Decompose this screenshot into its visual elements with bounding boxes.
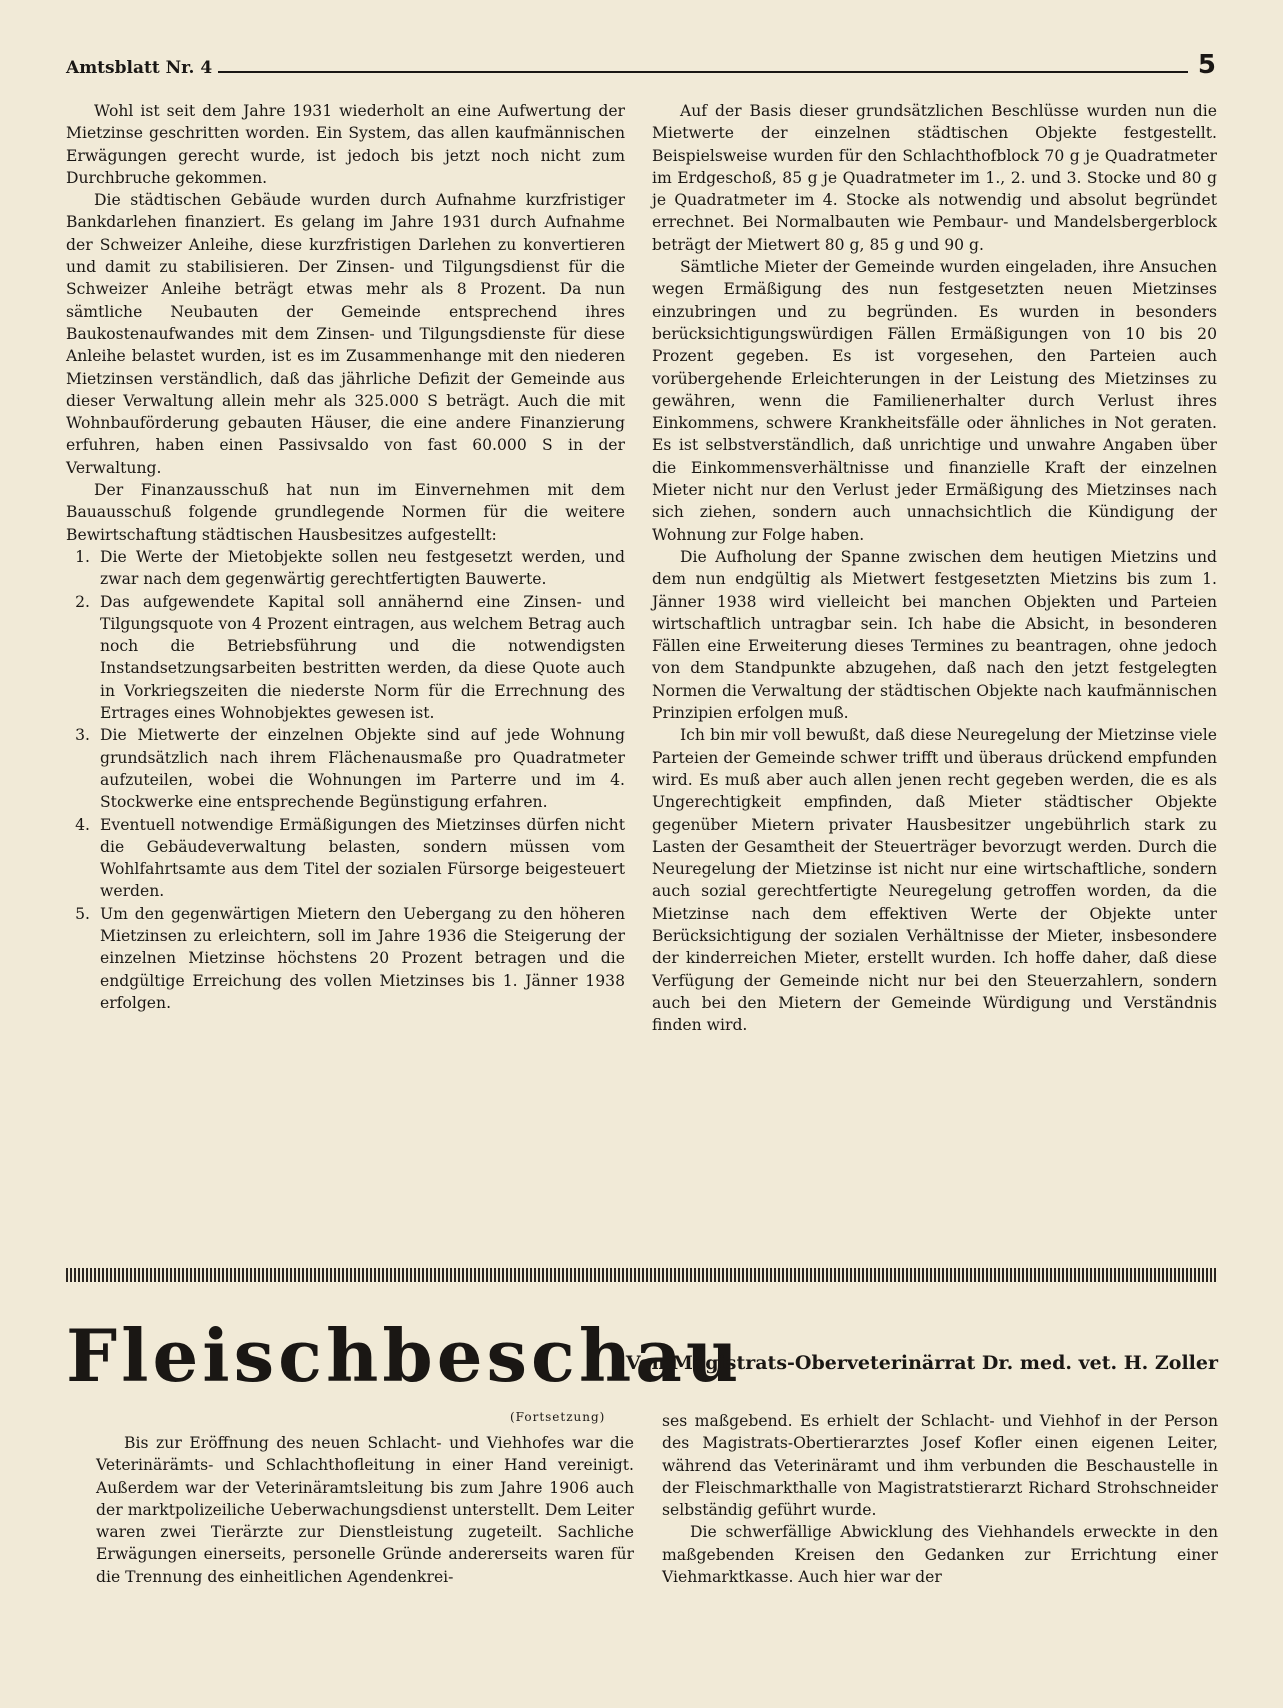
list-number: 5. bbox=[75, 904, 90, 923]
list-item bbox=[66, 814, 625, 903]
list-item bbox=[66, 903, 625, 1014]
paragraph: Auf der Basis dieser grundsätzlichen Beschlüsse wurden nun die Mietwerte der einzelnen städtischen Objekte festgestellt. Beispielsweise wurden für den Schlachthofblock 70 g je Quadratmeter im Erdgeschoß, 85 g je Quadratmeter im 1., 2. und 3. Stocke und 80 g je Quadratmeter im 4. Stocke als notwendig und absolut begründet errechnet. Bei Normalbauten wie Pembaur- und Mandelsbergerblock beträgt der Mietwert 80 g, 85 g und 90 g. bbox=[652, 102, 1217, 254]
article-title: Fleischbeschau bbox=[66, 1313, 743, 1398]
list-number: 1. bbox=[75, 547, 90, 566]
header-rule bbox=[218, 71, 1188, 73]
article-byline: Von Magistrats-Oberveterinärrat Dr. med. vet. H. Zoller bbox=[625, 1352, 1218, 1374]
list-number: 2. bbox=[75, 592, 90, 611]
continuation-note: (Fortsetzung) bbox=[510, 1410, 606, 1424]
paragraph: Sämtliche Mieter der Gemeinde wurden eingeladen, ihre Ansuchen wegen Ermäßigung des nun festgesetzten neuen Mietzinses einzubringen und zu begründen. Es wurden in besonders berücksichtigungswürdigen Fällen Ermäßigungen von 10 bis 20 Prozent gegeben. Es ist vorgesehen, den Parteien auch vorübergehende Erleichterungen in der Leistung des Mietzinses zu gewähren, wenn die Familienerhalter durch Verlust ihres Einkommens, schwere Krankheitsfälle oder ähnliches in Not geraten. Es ist selbstverständlich, daß unrichtige und unwahre Angaben über die Einkommensverhältnisse und finanzielle Kraft der einzelnen Mieter nicht nur den Verlust jeder Ermäßigung des Mietzinses nach sich ziehen, sondern auch unnachsichtlich die Kündigung der Wohnung zur Folge haben. bbox=[652, 258, 1217, 544]
paragraph: Die schwerfällige Abwicklung des Viehhandels erweckte in den maßgebenden Kreisen den Gedanken zur Errichtung einer Viehmarktkasse. Auch hier war der bbox=[662, 1523, 1218, 1587]
list-number: 3. bbox=[75, 726, 90, 745]
paragraph: Der Finanzausschuß hat nun im Einvernehmen mit dem Bauausschuß folgende grundlegende Normen für die weitere Bewirtschaftung städtischen Hausbesitzes aufgestellt: bbox=[66, 481, 625, 544]
top-right-column bbox=[652, 100, 1217, 1036]
norms-list bbox=[66, 546, 625, 1014]
top-left-column bbox=[66, 100, 625, 1014]
list-text: Eventuell notwendige Ermäßigungen des Mietzinses dürfen nicht die Gebäudeverwaltung belasten, sondern müssen vom Wohlfahrtsamte aus dem Titel der sozialen Fürsorge beigesteuert werden. bbox=[100, 815, 625, 901]
paragraph: Ich bin mir voll bewußt, daß diese Neuregelung der Mietzinse viele Parteien der Gemeinde schwer trifft und überaus drückend empfunden wird. Es muß aber auch allen jenen recht gegeben werden, die es als Ungerechtigkeit empfinden, daß Mieter städtischer Objekte gegenüber Mietern privater Hausbesitzer ungebührlich stark zu Lasten der Gesamtheit der Steuerträger bevorzugt werden. Durch die Neuregelung der Mietzinse ist nicht nur eine wirtschaftliche, sondern auch sozial gerechtfertigte Neuregelung getroffen worden, da die Mietzinse nach dem effektiven Werte der Objekte unter Berücksichtigung der sozialen Verhältnisse der Mieter, insbesondere der kinderreichen Mieter, erstellt wurden. Ich hoffe daher, daß diese Verfügung der Gemeinde nicht nur bei den Steuerzahlern, sondern auch bei den Mietern der Gemeinde Würdigung und Verständnis finden wird. bbox=[652, 726, 1217, 1035]
paragraph: ses maßgebend. Es erhielt der Schlacht- und Viehhof in der Person des Magistrats-Obertierarztes Josef Kofler einen eigenen Leiter, während das Veterinäramt und ihm verbunden die Beschaustelle in der Fleischmarkthalle von Magistratstierarzt Richard Strohschneider selbständig geführt wurde. bbox=[662, 1412, 1218, 1520]
list-item bbox=[66, 724, 625, 813]
paragraph: Wohl ist seit dem Jahre 1931 wiederholt an eine Aufwertung der Mietzinse geschritten worden. Ein System, das allen kaufmännischen Erwägungen gerecht wurde, ist jedoch bis jetzt noch nicht zum Durchbruche gekommen. bbox=[66, 102, 625, 187]
list-text: Um den gegenwärtigen Mietern den Uebergang zu den höheren Mietzinsen zu erleichtern, soll im Jahre 1936 die Steigerung der einzelnen Mietzinse höchstens 20 Prozent betragen und die endgültige Erreichung des vollen Mietzinses bis 1. Jänner 1938 erfolgen. bbox=[100, 904, 625, 1012]
list-text: Die Werte der Mietobjekte sollen neu festgesetzt werden, und zwar nach dem gegenwärtig gerechtfertigten Bauwerte. bbox=[100, 547, 625, 589]
page-header bbox=[66, 48, 1216, 78]
journal-title: Amtsblatt Nr. 4 bbox=[66, 58, 213, 78]
article-left-column bbox=[96, 1432, 634, 1588]
list-item bbox=[66, 546, 625, 591]
article-right-column bbox=[662, 1410, 1218, 1588]
list-item bbox=[66, 591, 625, 725]
paragraph: Die Aufholung der Spanne zwischen dem heutigen Mietzins und dem nun endgültig als Mietwert festgesetzten Mietzins bis zum 1. Jänner 1938 wird vielleicht bei manchen Objekten und Parteien wirtschaftlich untragbar sein. Ich habe die Absicht, in besonderen Fällen eine Erweiterung dieses Termines zu beantragen, ohne jedoch von dem Standpunkte abzugehen, daß nach den jetzt festgelegten Normen die Verwaltung der städtischen Objekte nach kaufmännischen Prinzipien erfolgen muß. bbox=[652, 547, 1217, 723]
section-divider bbox=[66, 1268, 1216, 1282]
list-text: Das aufgewendete Kapital soll annähernd eine Zinsen- und Tilgungsquote von 4 Prozent eintragen, aus welchem Betrag auch noch die Betriebsführung und die notwendigsten Instandsetzungsarbeiten bestritten werden, da diese Quote auch in Vorkriegszeiten die niederste Norm für die Errechnung des Ertrages eines Wohnobjektes gewesen ist. bbox=[100, 592, 625, 723]
paragraph: Die städtischen Gebäude wurden durch Aufnahme kurzfristiger Bankdarlehen finanziert. Es gelang im Jahre 1931 durch Aufnahme der Schweizer Anleihe, diese kurzfristigen Darlehen zu konvertieren und damit zu stabilisieren. Der Zinsen- und Tilgungsdienst für die Schweizer Anleihe beträgt etwas mehr als 8 Prozent. Da nun sämtliche Neubauten der Gemeinde entsprechend ihres Baukostenaufwandes mit dem Zinsen- und Tilgungsdienste für diese Anleihe belastet wurden, ist es im Zusammenhange mit den niederen Mietzinsen verständlich, daß das jährliche Defizit der Gemeinde aus dieser Verwaltung allein mehr als 325.000 S beträgt. Auch die mit Wohnbauförderung gebauten Häuser, die eine andere Finanzierung erfuhren, haben einen Passivsaldo von fast 60.000 S in der Verwaltung. bbox=[66, 191, 625, 477]
list-text: Die Mietwerte der einzelnen Objekte sind auf jede Wohnung grundsätzlich nach ihrem Flächenausmaße pro Quadratmeter aufzuteilen, wobei die Wohnungen im Parterre und im 4. Stockwerke eine entsprechende Begünstigung erfahren. bbox=[100, 726, 625, 812]
paragraph: Bis zur Eröffnung des neuen Schlacht- und Viehhofes war die Veterinärämts- und Schlachthofleitung in einer Hand vereinigt. Außerdem war der Veterinäramtsleitung bis zum Jahre 1906 auch der marktpolizeiliche Ueberwachungsdienst unterstellt. Dem Leiter waren zwei Tierärzte zur Dienstleistung zugeteilt. Sachliche Erwägungen einerseits, personelle Gründe andererseits waren für die Trennung des einheitlichen Agendenkrei- bbox=[96, 1434, 634, 1586]
page-number: 5 bbox=[1197, 50, 1216, 80]
list-number: 4. bbox=[75, 815, 90, 834]
